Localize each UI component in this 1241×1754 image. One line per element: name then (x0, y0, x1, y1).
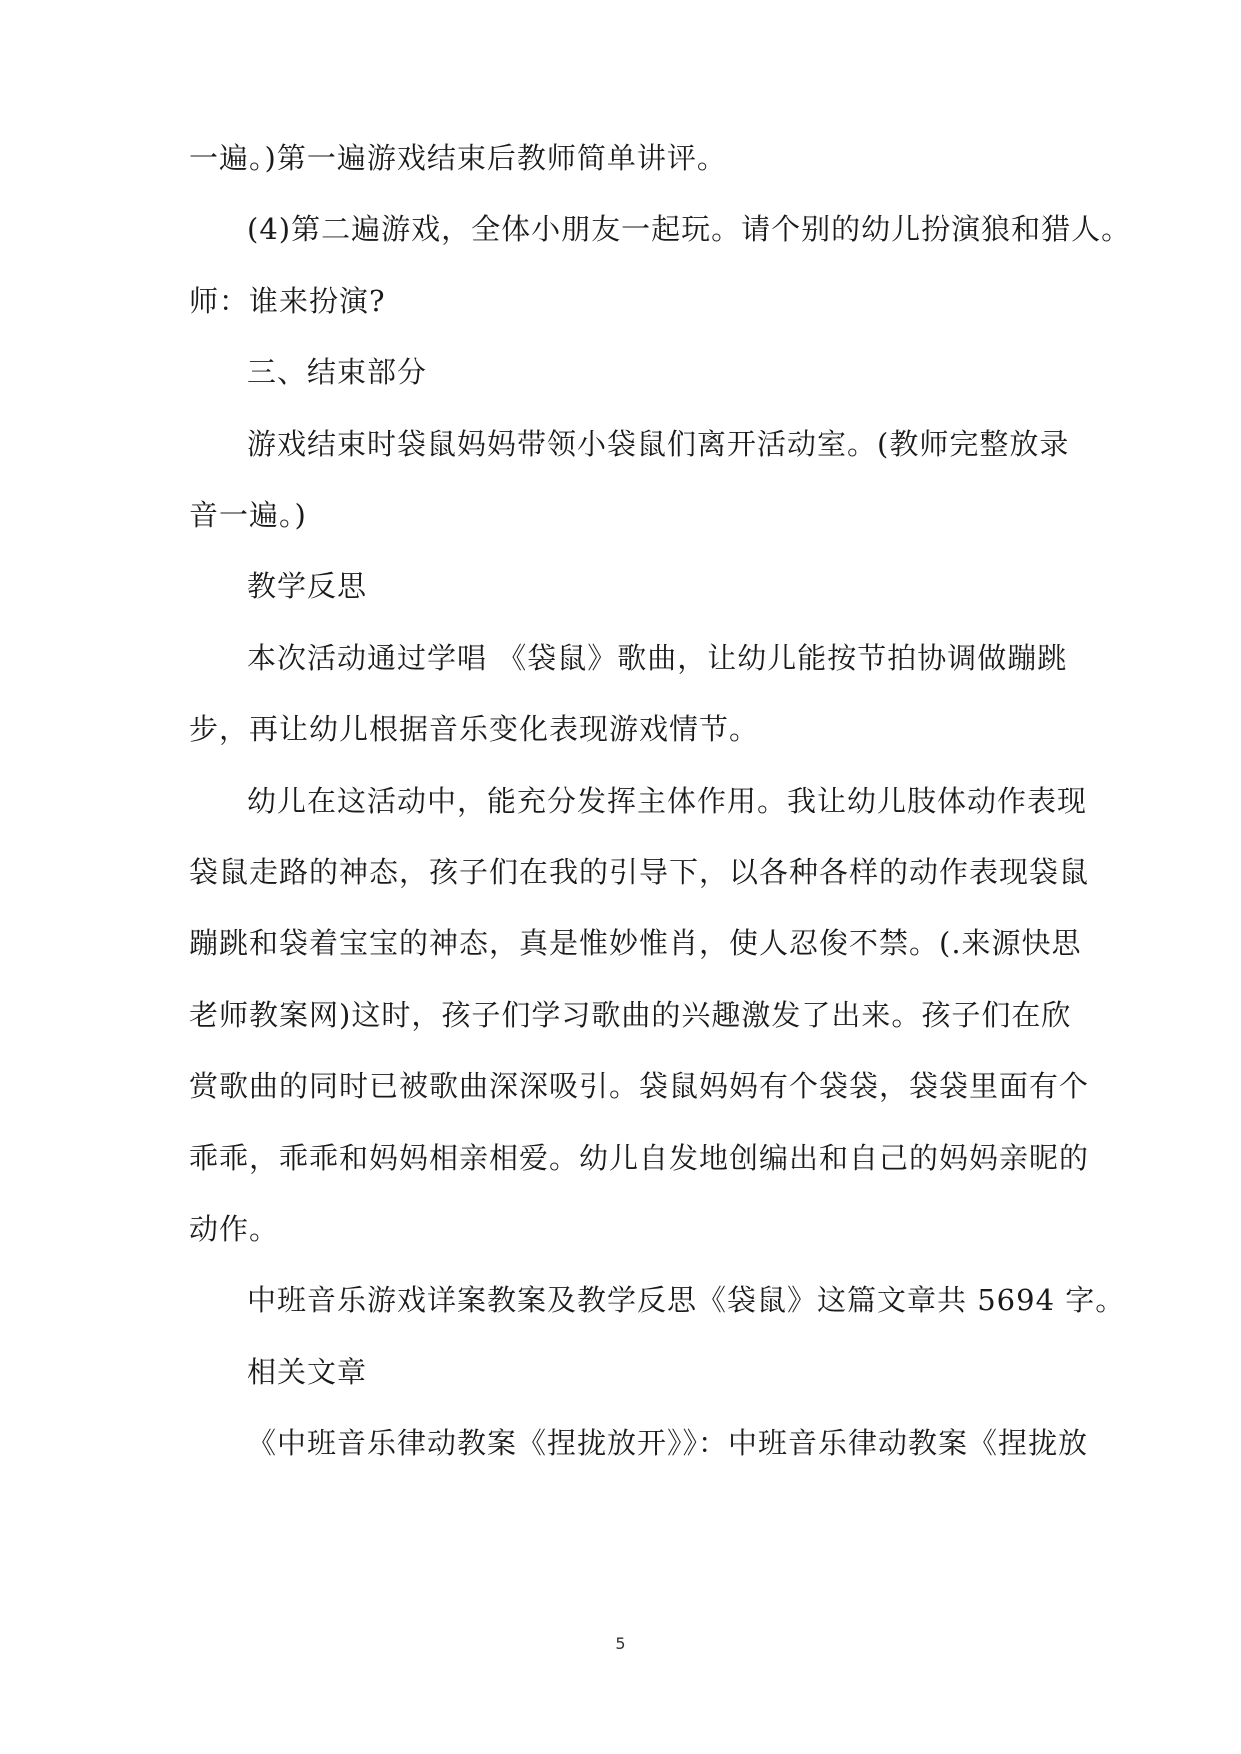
section-heading: 三、结束部分 (247, 355, 428, 389)
word-count-line: 中班音乐游戏详案教案及教学反思《袋鼠》这篇文章共 5694 字。 (247, 1283, 1126, 1317)
text-line-3: 师：谁来扮演? (189, 284, 386, 318)
text-line-10: 幼儿在这活动中，能充分发挥主体作用。我让幼儿肢体动作表现 (247, 784, 1088, 818)
text-line-15: 乖乖，乖乖和妈妈相亲相爱。幼儿自发地创编出和自己的妈妈亲昵的 (189, 1141, 1090, 1175)
text-line-11: 袋鼠走路的神态，孩子们在我的引导下，以各种各样的动作表现袋鼠 (189, 855, 1090, 889)
text-line-2: (4)第二遍游戏，全体小朋友一起玩。请个别的幼儿扮演狼和猎人。 (247, 212, 1132, 246)
text-line-16: 动作。 (189, 1212, 280, 1246)
text-line-13: 老师教案网)这时，孩子们学习歌曲的兴趣激发了出来。孩子们在欣 (189, 998, 1072, 1032)
text-line-9: 步，再让幼儿根据音乐变化表现游戏情节。 (189, 712, 760, 746)
text-line-6: 音一遍。) (189, 498, 307, 532)
page-number: 5 (615, 1634, 626, 1653)
text-line-1: 一遍。)第一遍游戏结束后教师简单讲评。 (189, 141, 727, 175)
text-line-12: 蹦跳和袋着宝宝的神态，真是惟妙惟肖，使人忍俊不禁。(.来源快思 (189, 926, 1082, 960)
reflection-heading: 教学反思 (247, 569, 368, 603)
related-article-link[interactable]: 《中班音乐律动教案《捏拢放开》》：中班音乐律动教案《捏拢放 (247, 1426, 1089, 1460)
text-line-8: 本次活动通过学唱 《袋鼠》歌曲，让幼儿能按节拍协调做蹦跳 (247, 641, 1068, 675)
related-articles-heading: 相关文章 (247, 1355, 368, 1389)
text-line-5: 游戏结束时袋鼠妈妈带领小袋鼠们离开活动室。(教师完整放录 (247, 427, 1070, 461)
text-line-14: 赏歌曲的同时已被歌曲深深吸引。袋鼠妈妈有个袋袋，袋袋里面有个 (189, 1069, 1090, 1103)
